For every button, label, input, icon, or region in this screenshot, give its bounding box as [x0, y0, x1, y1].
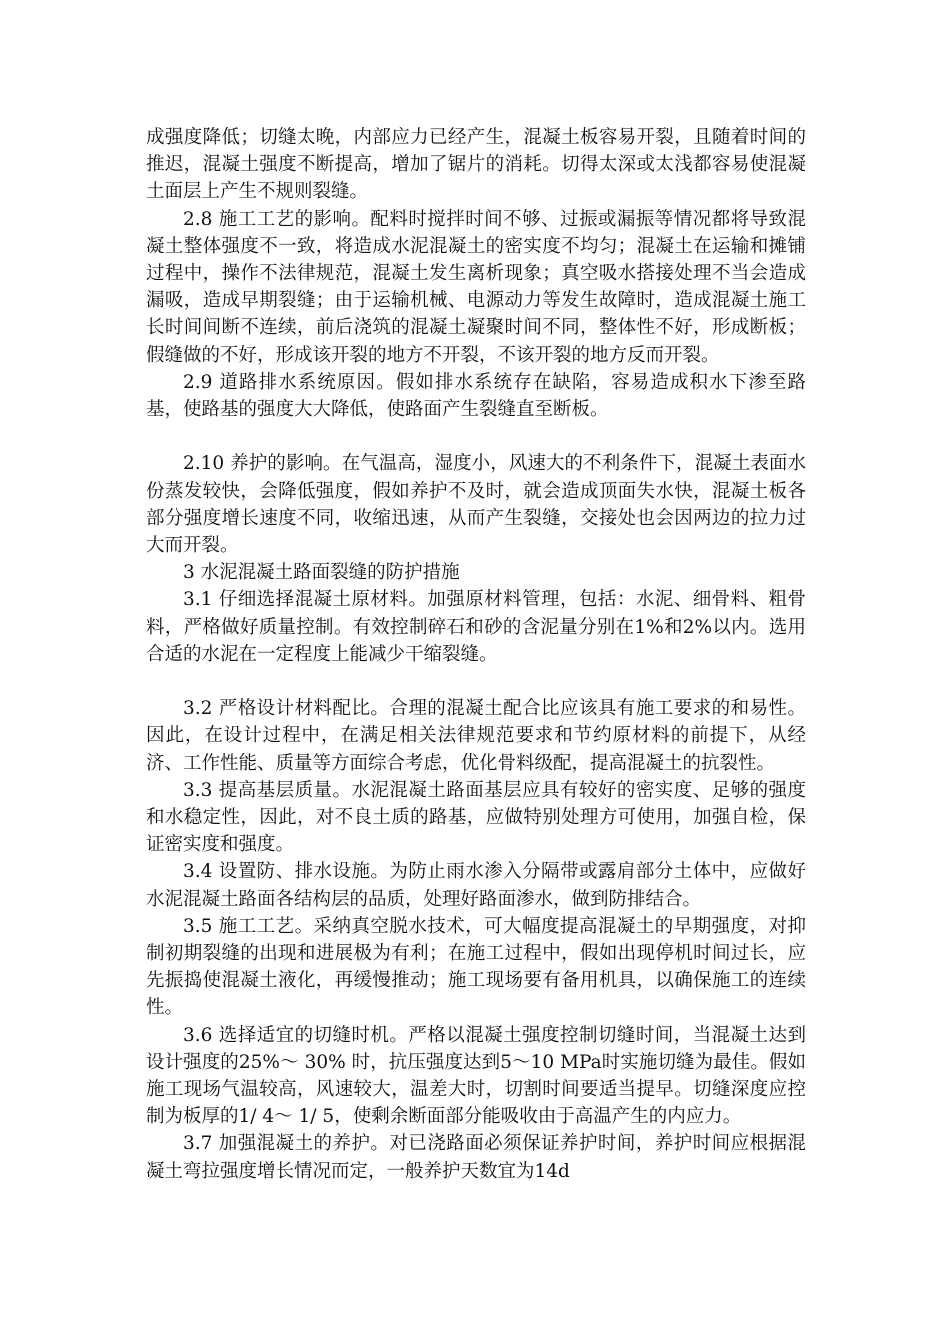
- paragraph-2-10: 2.10 养护的影响。在气温高，湿度小，风速大的不利条件下，混凝土表面水份蒸发较快，会降低强度，假如养护不及时，就会造成顶面失水快，混凝土板各部分强度增长速度不同，收缩迅速，从而产生裂缝，交接处也会因两边的拉力过大而开裂。: [146, 453, 806, 557]
- paragraph-3-7: 3.7 加强混凝土的养护。对已浇路面必须保证养护时间，养护时间应根据混凝土弯拉强度增长情况而定，一般养护天数宜为14d: [146, 1133, 806, 1182]
- section-heading-3: 3 水泥混凝土路面裂缝的防护措施: [183, 562, 460, 584]
- paragraph-3-3: 3.3 提高基层质量。水泥混凝土路面基层应具有较好的密实度、足够的强度和水稳定性，因此，对不良土质的路基，应做特别处理方可使用，加强自检，保证密实度和强度。: [146, 779, 806, 856]
- paragraph-2-9: 2.9 道路排水系统原因。假如排水系统存在缺陷，容易造成积水下渗至路基，使路基的强度大大降低，使路面产生裂缝直至断板。: [146, 371, 806, 421]
- paragraph-3-2: 3.2 严格设计材料配比。合理的混凝土配合比应该具有施工要求的和易性。因此，在设计过程中，在满足相关法律规范要求和节约原材料的前提下，从经济、工作性能、质量等方面综合考虑，优化骨料级配，提高混凝土的抗裂性。: [146, 698, 806, 774]
- paragraph-2-8: 2.8 施工工艺的影响。配料时搅拌时间不够、过振或漏振等情况都将导致混凝土整体强度不一致，将造成水泥混凝土的密实度不均匀；混凝土在运输和摊铺过程中，操作不法律规范，混凝土发生离析现象；真空吸水搭接处理不当会造成漏吸，造成早期裂缝；由于运输机械、电源动力等发生故障时，造成混凝土施工长时间间断不连续，前后浇筑的混凝土凝聚时间不同，整体性不好，形成断板；假缝做的不好，形成该开裂的地方不开裂，不该开裂的地方反而开裂。: [146, 208, 806, 366]
- paragraph-3-1: 3.1 仔细选择混凝土原材料。加强原材料管理，包括：水泥、细骨料、粗骨料，严格做好质量控制。有效控制碎石和砂的含泥量分别在1%和2%以内。选用合适的水泥在一定程度上能减少干缩裂缝。: [146, 589, 806, 665]
- paragraph-3-6: 3.6 选择适宜的切缝时机。严格以混凝土强度控制切缝时间，当混凝土达到设计强度的25%～ 30% 时，抗压强度达到5～10 MPa时实施切缝为最佳。假如施工现场气温较高，风速较大，温差大时，切割时间要适当提早。切缝深度应控制为板厚的1/ 4～ 1/ 5，使剩余断面部分能吸收由于高温产生的内应力。: [146, 1024, 806, 1128]
- document-body: [146, 124, 806, 1185]
- paragraph-3-5: 3.5 施工工艺。采纳真空脱水技术，可大幅度提高混凝土的早期强度，对抑制初期裂缝的出现和进展极为有利；在施工过程中，假如出现停机时间过长，应先振捣使混凝土液化，再缓慢推动；施工现场要有备用机具，以确保施工的连续性。: [146, 915, 806, 1019]
- paragraph-3-4: 3.4 设置防、排水设施。为防止雨水渗入分隔带或露肩部分土体中，应做好水泥混凝土路面各结构层的品质，处理好路面渗水，做到防排结合。: [146, 861, 806, 910]
- paragraph-continuation: 成强度降低；切缝太晚，内部应力已经产生，混凝土板容易开裂，且随着时间的推迟，混凝土强度不断提高，增加了锯片的消耗。切得太深或太浅都容易使混凝土面层上产生不规则裂缝。: [146, 127, 806, 203]
